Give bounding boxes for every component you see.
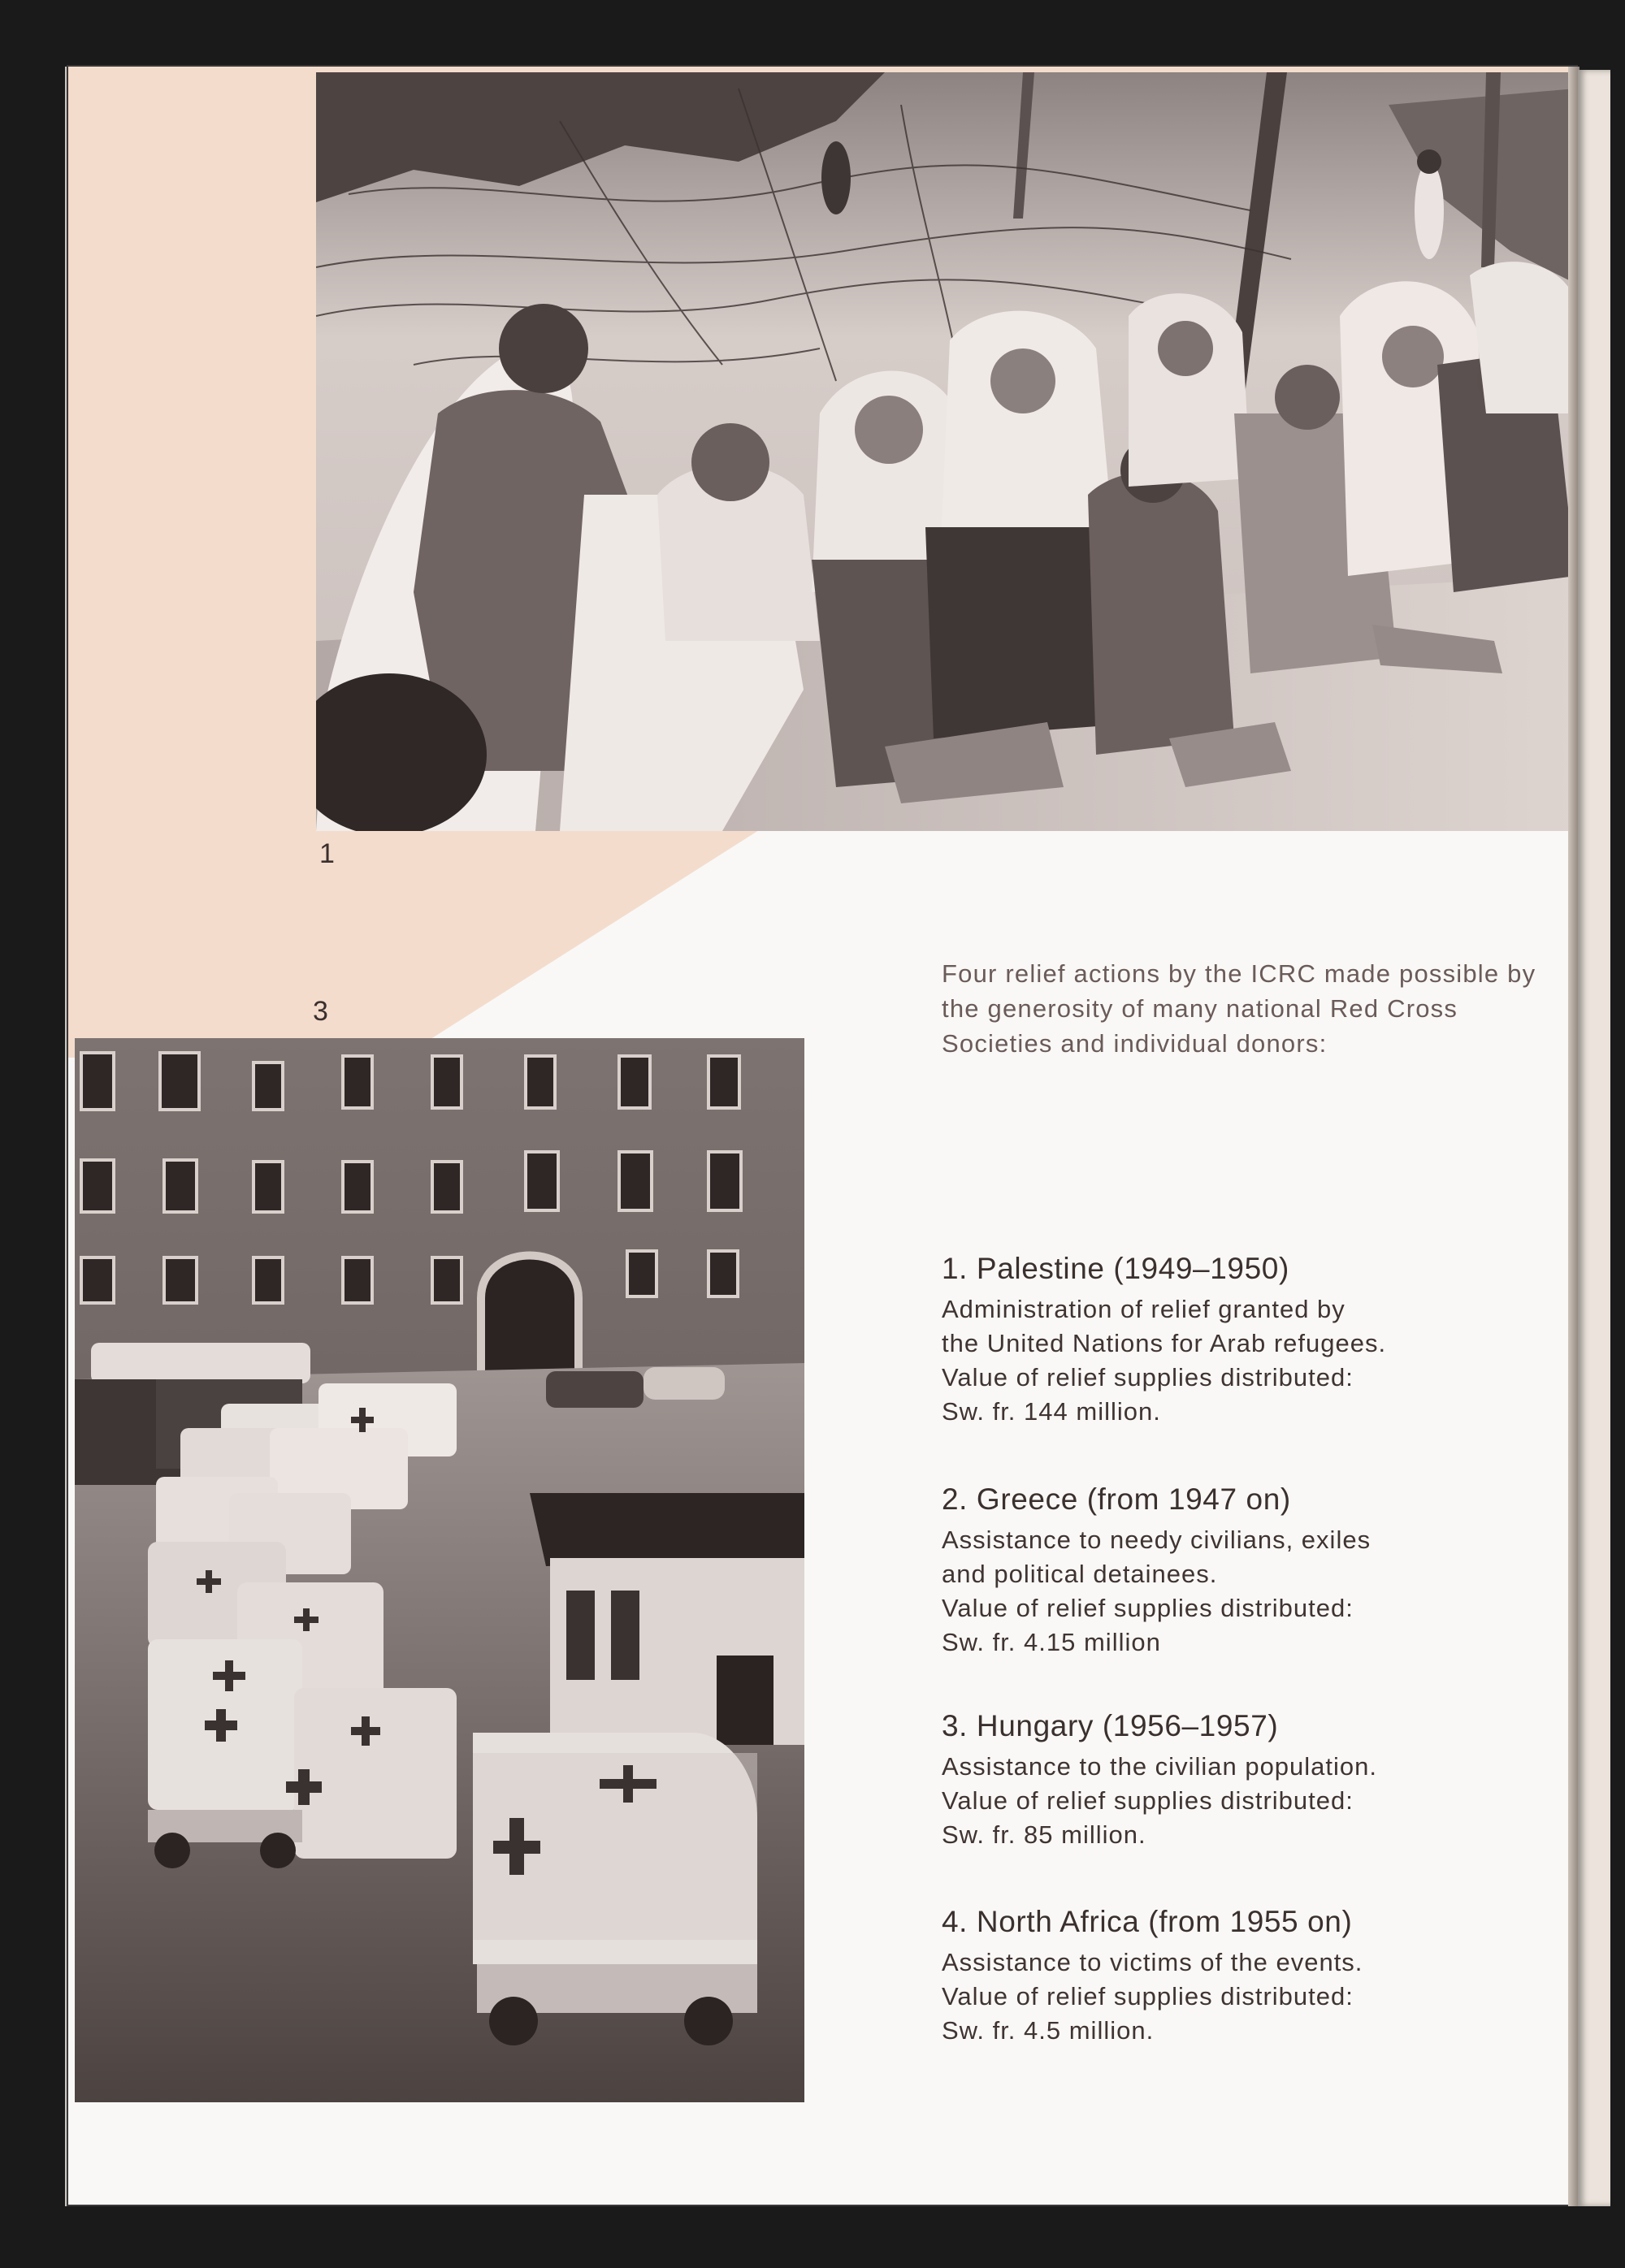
figure-number-1: 1 <box>319 838 335 869</box>
action-line: Assistance to victims of the events. <box>942 1948 1363 1976</box>
photo-red-cross-trucks-image <box>75 1038 804 2102</box>
relief-action-greece <box>942 1481 1543 1660</box>
figure-number-3: 3 <box>313 996 328 1027</box>
action-line: Sw. fr. 4.15 million <box>942 1628 1161 1656</box>
action-line: Sw. fr. 4.5 million. <box>942 2016 1155 2045</box>
action-title: 1. Palestine (1949–1950) <box>942 1252 1289 1285</box>
intro-paragraph: Four relief actions by the ICRC made possible by the generosity of many national Red Cross Societies and individual donors: <box>942 959 1536 1058</box>
action-title: 4. North Africa (from 1955 on) <box>942 1905 1353 1938</box>
photo-refugee-children <box>316 72 1575 831</box>
relief-action-palestine <box>942 1250 1543 1429</box>
action-line: Value of relief supplies distributed: <box>942 1363 1354 1392</box>
action-line: and political detainees. <box>942 1560 1218 1588</box>
action-line: Sw. fr. 85 million. <box>942 1820 1146 1849</box>
relief-action-hungary <box>942 1707 1543 1852</box>
photo-red-cross-trucks <box>75 1038 804 2102</box>
action-line: Administration of relief granted by <box>942 1295 1346 1323</box>
action-line: Sw. fr. 144 million. <box>942 1397 1161 1426</box>
action-line: Assistance to needy civilians, exiles <box>942 1526 1372 1554</box>
relief-action-north-africa <box>942 1903 1543 2048</box>
action-line: Assistance to the civilian population. <box>942 1752 1378 1781</box>
action-line: Value of relief supplies distributed: <box>942 1982 1354 2010</box>
relief-actions-text <box>942 956 1543 2045</box>
action-line: the United Nations for Arab refugees. <box>942 1329 1387 1357</box>
adjacent-page-edge <box>1578 70 1610 2206</box>
action-title: 3. Hungary (1956–1957) <box>942 1709 1279 1742</box>
action-line: Value of relief supplies distributed: <box>942 1786 1354 1815</box>
action-line: Value of relief supplies distributed: <box>942 1594 1354 1622</box>
photo-refugee-children-image <box>316 72 1575 831</box>
brochure-page <box>68 67 1576 2205</box>
action-title: 2. Greece (from 1947 on) <box>942 1482 1291 1516</box>
